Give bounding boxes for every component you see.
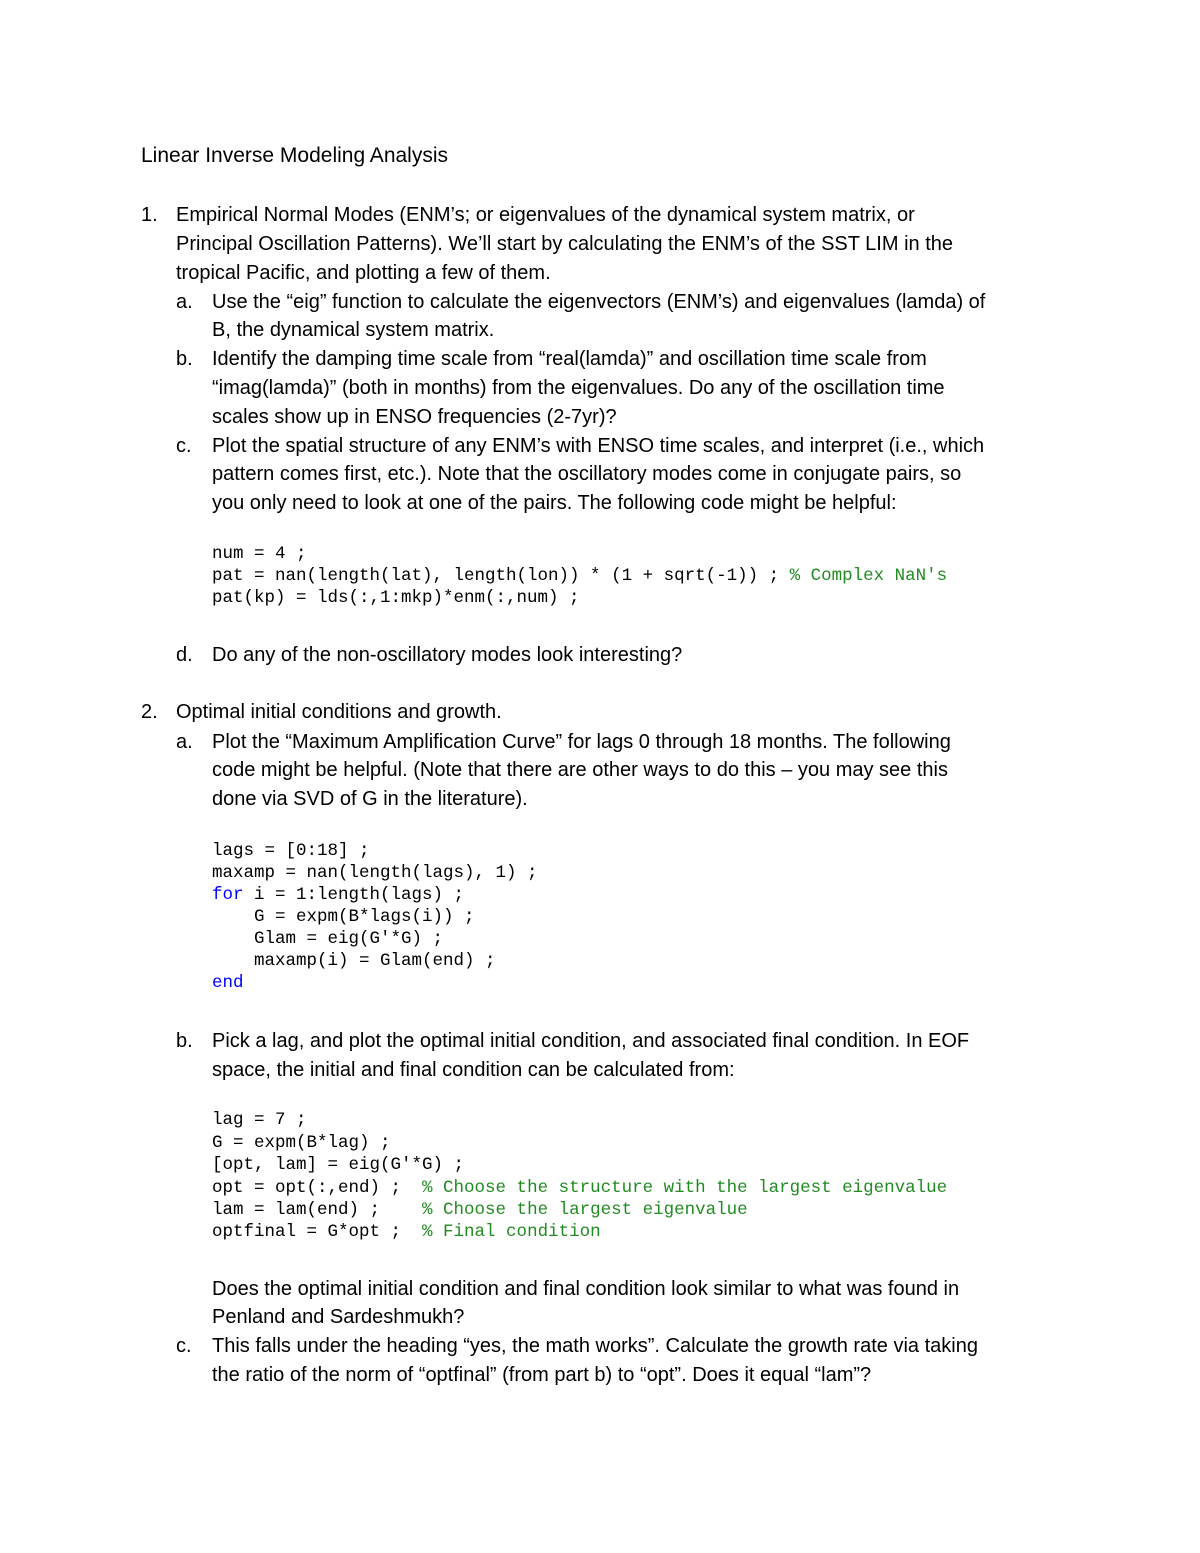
section1-line: Empirical Normal Modes (ENM’s; or eigenvalues of the dynamical system matrix, or — [176, 204, 915, 226]
code-comment: % Final condition — [422, 1222, 601, 1242]
section2c-line: This falls under the heading “yes, the math works”. Calculate the growth rate via taking — [212, 1335, 978, 1357]
section2b-marker: b. — [176, 1030, 193, 1052]
section2b-line: space, the initial and final condition can be calculated from: — [212, 1059, 735, 1081]
section1c-line: pattern comes first, etc.). Note that the oscillatory modes come in conjugate pairs, so — [212, 463, 962, 485]
code-text: opt = opt(:,end) ; — [212, 1178, 423, 1198]
section1d-marker: d. — [176, 644, 193, 666]
code-text: i = 1:length(lags) ; — [243, 885, 465, 905]
section1c-line: you only need to look at one of the pairs. The following code might be helpful: — [212, 492, 897, 514]
section1a-line: Use the “eig” function to calculate the eigenvectors (ENM’s) and eigenvalues (lamda) of — [212, 291, 986, 313]
code-text: pat = nan(length(lat), length(lon)) * (1 + sqrt(-1)) ; — [212, 566, 790, 586]
code-line — [212, 1221, 601, 1243]
code-line: G = expm(B*lag) ; — [212, 1133, 391, 1153]
section1d-line: Do any of the non-oscillatory modes look interesting? — [212, 644, 683, 666]
code-line: [opt, lam] = eig(G'*G) ; — [212, 1155, 465, 1175]
code-line: pat(kp) = lds(:,1:mkp)*enm(:,num) ; — [212, 588, 580, 608]
section1b-line: “imag(lamda)” (both in months) from the eigenvalues. Do any of the oscillation time — [212, 377, 945, 399]
code-comment: % Choose the structure with the largest eigenvalue — [422, 1178, 948, 1198]
code-line: num = 4 ; — [212, 544, 307, 564]
document-title: Linear Inverse Modeling Analysis — [141, 144, 449, 167]
code-line — [212, 565, 947, 587]
section1b-line: Identify the damping time scale from “real(lamda)” and oscillation time scale from — [212, 348, 927, 370]
section1-line: tropical Pacific, and plotting a few of them. — [176, 262, 551, 284]
code-line: G = expm(B*lags(i)) ; — [212, 907, 475, 927]
section2c-line: the ratio of the norm of “optfinal” (from part b) to “opt”. Does it equal “lam”? — [212, 1364, 872, 1386]
section2b-question-line: Penland and Sardeshmukh? — [212, 1306, 465, 1328]
section1c-line: Plot the spatial structure of any ENM’s with ENSO time scales, and interpret (i.e., which — [212, 435, 985, 457]
code-text: lam = lam(end) ; — [212, 1200, 423, 1220]
code-comment: % Choose the largest eigenvalue — [422, 1200, 748, 1220]
code-keyword-line: end — [212, 973, 244, 993]
section2a-line: done via SVD of G in the literature). — [212, 788, 528, 810]
section2a-line: code might be helpful. (Note that there are other ways to do this – you may see this — [212, 759, 948, 781]
section2b-line: Pick a lag, and plot the optimal initial condition, and associated final condition. In EOF — [212, 1030, 970, 1052]
section1c-marker: c. — [176, 435, 192, 457]
code-line: maxamp = nan(length(lags), 1) ; — [212, 863, 538, 883]
code-line: Glam = eig(G'*G) ; — [212, 929, 444, 949]
code-text: optfinal = G*opt ; — [212, 1222, 423, 1242]
section2c-marker: c. — [176, 1335, 192, 1357]
section1a-marker: a. — [176, 291, 193, 313]
section2b-question-line: Does the optimal initial condition and final condition look similar to what was found in — [212, 1278, 960, 1300]
code-line: lags = [0:18] ; — [212, 841, 370, 861]
code-line — [212, 1177, 947, 1199]
section2a-marker: a. — [176, 731, 193, 753]
code-keyword: for — [212, 885, 244, 905]
code-comment: % Complex NaN's — [789, 566, 948, 586]
code-line: lag = 7 ; — [212, 1110, 307, 1130]
section2-number: 2. — [141, 701, 158, 723]
section2a-line: Plot the “Maximum Amplification Curve” for lags 0 through 18 months. The following — [212, 731, 951, 753]
section1-line: Principal Oscillation Patterns). We’ll start by calculating the ENM’s of the SST LIM in the — [176, 233, 953, 255]
code-line — [212, 1199, 748, 1221]
code-line — [212, 884, 464, 906]
section2-line: Optimal initial conditions and growth. — [176, 701, 502, 723]
section1b-marker: b. — [176, 348, 193, 370]
code-line: maxamp(i) = Glam(end) ; — [212, 951, 496, 971]
section1b-line: scales show up in ENSO frequencies (2-7yr)? — [212, 406, 617, 428]
section1-number: 1. — [141, 204, 158, 226]
section1a-line: B, the dynamical system matrix. — [212, 319, 495, 341]
